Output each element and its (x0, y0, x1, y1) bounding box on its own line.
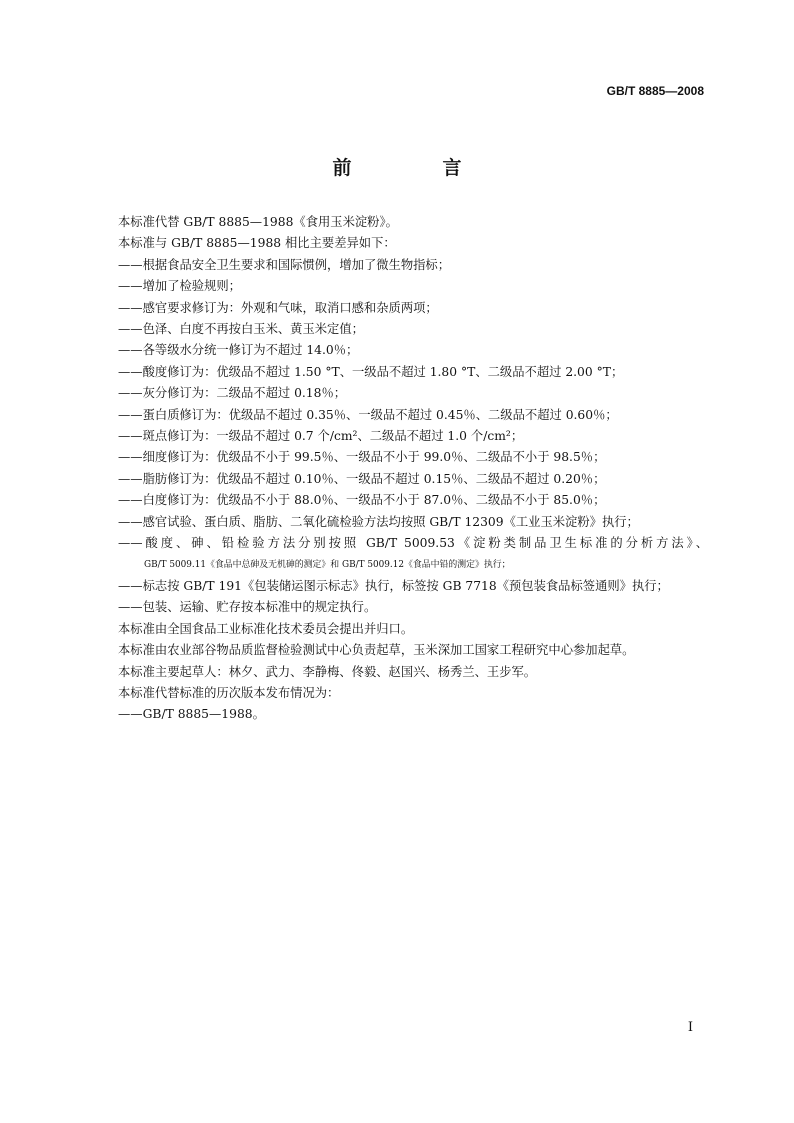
list-item: ——根据食品安全卫生要求和国际惯例，增加了微生物指标； (118, 257, 451, 272)
list-item: ——酸度、砷、铅检验方法分别按照 GB/T 5009.53《淀粉类制品卫生标准的分析方法》、 (118, 536, 708, 551)
list-item: ——斑点修订为：一级品不超过 0.7 个/cm²、二级品不超过 1.0 个/cm²； (118, 429, 524, 444)
list-item: ——蛋白质修订为：优级品不超过 0.35％、一级品不超过 0.45％、二级品不超过 0.60％； (118, 407, 618, 422)
list-item: ——色泽、白度不再按白玉米、黄玉米定值； (118, 322, 364, 337)
paragraph: 本标准代替标准的历次版本发布情况为： (118, 685, 340, 700)
list-item: ——脂肪修订为：优级品不超过 0.10％、一级品不超过 0.15％、二级品不超过 0.20％； (118, 471, 606, 486)
paragraph: 本标准代替 GB/T 8885—1988《食用玉米淀粉》。 (118, 215, 398, 229)
list-item: ——各等级水分统一修订为不超过 14.0％； (118, 343, 359, 358)
paragraph: 本标准由农业部谷物品质监督检验测试中心负责起草，玉米深加工国家工程研究中心参加起草。 (118, 643, 635, 658)
list-item: ——增加了检验规则； (118, 279, 241, 294)
list-item: ——GB/T 8885—1988。 (118, 707, 265, 722)
page-number: I (687, 1020, 693, 1035)
list-item: ——包装、运输、贮存按本标准中的规定执行。 (118, 600, 377, 615)
list-item: ——灰分修订为：二级品不超过 0.18％； (118, 386, 347, 401)
page-title: 前 言 (332, 157, 498, 179)
list-item: ——白度修订为：优级品不小于 88.0％、一级品不小于 87.0％、二级品不小于 85.0％； (118, 493, 606, 508)
list-item-continuation: GB/T 5009.11《食品中总砷及无机砷的测定》和 GB/T 5009.12《食品中铅的测定》执行； (144, 559, 511, 570)
foreword-body (118, 212, 708, 726)
paragraph: 本标准由全国食品工业标准化技术委员会提出并归口。 (118, 621, 414, 636)
paragraph: 本标准主要起草人：林夕、武力、李静梅、佟毅、赵国兴、杨秀兰、王步军。 (118, 664, 537, 679)
list-item: ——细度修订为：优级品不小于 99.5％、一级品不小于 99.0％、二级品不小于 98.5％； (118, 450, 606, 465)
list-item: ——感官要求修订为：外观和气味，取消口感和杂质两项； (118, 300, 438, 315)
paragraph: 本标准与 GB/T 8885—1988 相比主要差异如下： (118, 236, 396, 251)
list-item: ——感官试验、蛋白质、脂肪、二氧化硫检验方法均按照 GB/T 12309《工业玉米淀粉》执行； (118, 514, 639, 529)
list-item: ——标志按 GB/T 191《包装储运图示标志》执行，标签按 GB 7718《预包装食品标签通则》执行； (118, 578, 669, 593)
standard-code: GB/T 8885—2008 (606, 84, 704, 98)
list-item: ——酸度修订为：优级品不超过 1.50 °T、一级品不超过 1.80 °T、二级品不超过 2.00 °T； (118, 364, 624, 379)
